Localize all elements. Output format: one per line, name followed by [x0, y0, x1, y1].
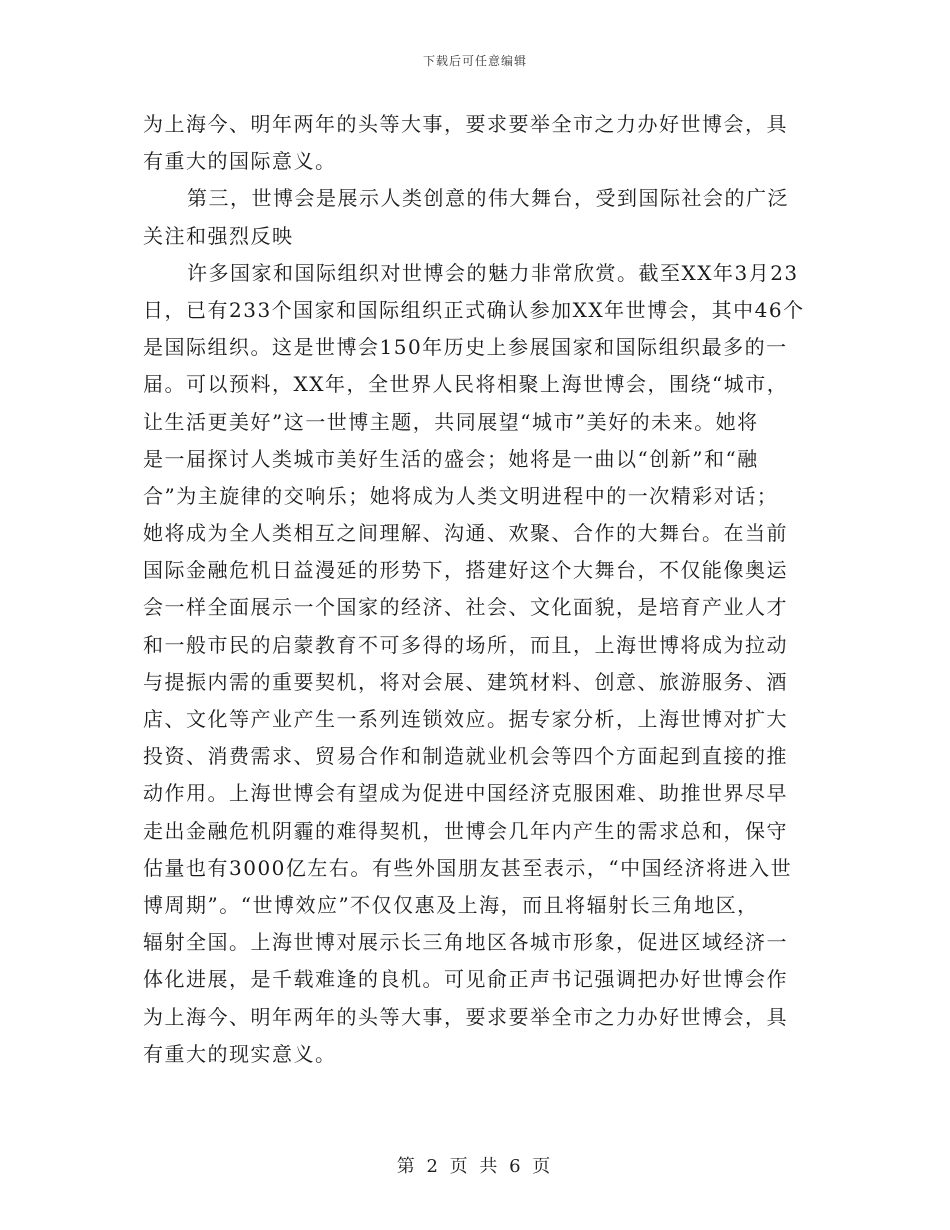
document-body [143, 106, 811, 1073]
paragraph-heading-third [143, 180, 811, 254]
text-line: 是一届探讨人类城市美好生活的盛会；她将是一曲以“创新”和“融 [143, 446, 759, 471]
text-line: 是国际组织。这是世博会150年历史上参展国家和国际组织最多的一 [143, 335, 788, 360]
text-line: 为上海今、明年两年的头等大事，要求要举全市之力办好世博会，具 [143, 112, 788, 136]
text-line: 与提振内需的重要契机，将对会展、建筑材料、创意、旅游服务、酒 [143, 669, 788, 694]
page-number: 第 2 页 共 6 页 [396, 1156, 554, 1177]
page-header: 下载后可任意编辑 [422, 54, 527, 68]
text-line: 会一样全面展示一个国家的经济、社会、文化面貌，是培育产业人才 [143, 595, 788, 620]
text-line: 有重大的国际意义。 [143, 149, 337, 174]
text-line: 让生活更美好”这一世博主题，共同展望“城市”美好的未来。她将 [143, 409, 759, 434]
text-line: 店、文化等产业产生一系列连锁效应。据专家分析，上海世博对扩大 [143, 707, 788, 731]
text-line: 动作用。上海世博会有望成为促进中国经济克服困难、助推世界尽早 [143, 781, 788, 806]
text-line: 关注和强烈反映 [143, 223, 294, 248]
text-line: 许多国家和国际组织对世博会的魅力非常欣赏。截至XX年3月23 [187, 260, 799, 285]
text-line: 体化进展，是千载难逢的良机。可见俞正声书记强调把办好世博会作 [143, 967, 788, 992]
text-line: 有重大的现实意义。 [143, 1041, 337, 1066]
text-line: 走出金融危机阴霾的难得契机，世博会几年内产生的需求总和，保守 [143, 818, 788, 843]
text-line: 投资、消费需求、贸易合作和制造就业机会等四个方面起到直接的推 [143, 744, 788, 769]
text-line: 第三，世博会是展示人类创意的伟大舞台，受到国际社会的广泛 [187, 186, 789, 211]
text-line: 国际金融危机日益漫延的形势下，搭建好这个大舞台，不仅能像奥运 [143, 558, 788, 583]
text-line: 为上海今、明年两年的头等大事，要求要举全市之力办好世博会，具 [143, 1004, 788, 1029]
text-line: 日，已有233个国家和国际组织正式确认参加XX年世博会，其中46个 [143, 297, 805, 322]
text-line: 合”为主旋律的交响乐；她将成为人类文明进程中的一次精彩对话； [143, 483, 779, 508]
text-line: 估量也有3000亿左右。有些外国朋友甚至表示，“中国经济将进入世 [143, 855, 793, 880]
text-line: 届。可以预料，XX年，全世界人民将相聚上海世博会，围绕“城市， [143, 372, 789, 397]
text-line: 博周期”。“世博效应”不仅仅惠及上海，而且将辐射长三角地区， [143, 892, 759, 917]
paragraph-continued [143, 106, 811, 180]
text-line: 辐射全国。上海世博对展示长三角地区各城市形象，促进区域经济一 [143, 930, 788, 955]
paragraph-body [143, 255, 811, 1073]
text-line: 她将成为全人类相互之间理解、沟通、欢聚、合作的大舞台。在当前 [143, 521, 788, 546]
text-line: 和一般市民的启蒙教育不可多得的场所，而且，上海世博将成为拉动 [143, 632, 788, 657]
